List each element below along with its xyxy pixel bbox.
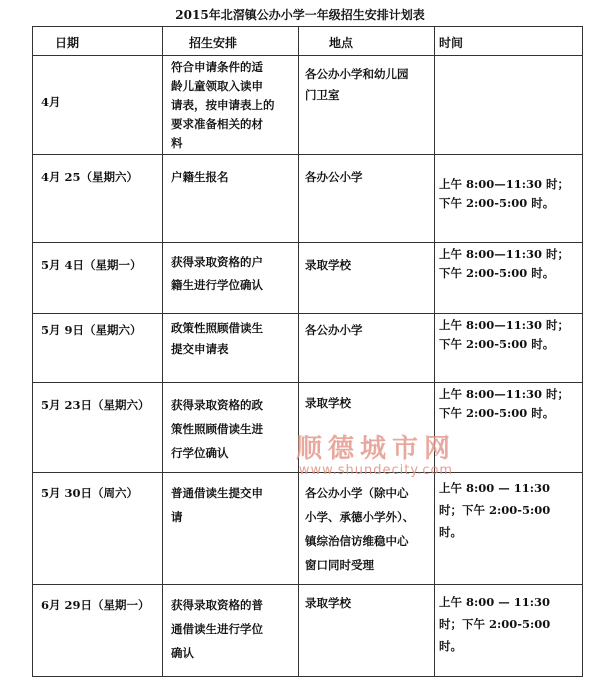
date-cell: 4月 25（星期六）	[33, 155, 163, 243]
location-cell: 录取学校	[299, 585, 435, 677]
schedule-table	[32, 26, 583, 677]
location-cell: 各办公小学	[299, 155, 435, 243]
arrangement-cell: 政策性照顾借读生 提交申请表	[163, 314, 299, 383]
table-header-row	[33, 27, 583, 56]
header-date: 日期	[33, 27, 163, 56]
location-cell: 各公办小学	[299, 314, 435, 383]
arrangement-cell: 获得录取资格的普 通借读生进行学位 确认	[163, 585, 299, 677]
table-row	[33, 585, 583, 677]
arrangement-cell: 户籍生报名	[163, 155, 299, 243]
location-cell: 录取学校	[299, 243, 435, 314]
table-row	[33, 56, 583, 155]
arrangement-cell: 普通借读生提交申 请	[163, 473, 299, 585]
table-row	[33, 314, 583, 383]
table-row	[33, 155, 583, 243]
header-time: 时间	[435, 27, 583, 56]
time-cell	[435, 56, 583, 155]
time-cell: 上午 8:00—11:30 时； 下午 2:00-5:00 时。	[435, 155, 583, 243]
date-cell: 5月 23日（星期六）	[33, 383, 163, 473]
header-arrangement: 招生安排	[163, 27, 299, 56]
date-cell: 5月 30日（周六）	[33, 473, 163, 585]
page-title: 2015年北滘镇公办小学一年级招生安排计划表	[175, 8, 425, 22]
table-row	[33, 383, 583, 473]
date-cell: 6月 29日（星期一）	[33, 585, 163, 677]
time-cell: 上午 8:00—11:30 时； 下午 2:00-5:00 时。	[435, 243, 583, 314]
location-cell: 各公办小学（除中心 小学、承德小学外）、 镇综治信访维稳中心 窗口同时受理	[299, 473, 435, 585]
header-location: 地点	[299, 27, 435, 56]
location-cell: 录取学校	[299, 383, 435, 473]
arrangement-cell: 符合申请条件的适 龄儿童领取入读申 请表，按申请表上的 要求准备相关的材 料	[163, 56, 299, 155]
time-cell: 上午 8:00—11:30 时； 下午 2:00-5:00 时。	[435, 314, 583, 383]
watermark-url: www.shundecity.com	[298, 463, 454, 478]
arrangement-cell: 获得录取资格的户 籍生进行学位确认	[163, 243, 299, 314]
arrangement-cell: 获得录取资格的政 策性照顾借读生进 行学位确认	[163, 383, 299, 473]
date-cell: 5月 9日（星期六）	[33, 314, 163, 383]
location-cell: 各公办小学和幼儿园 门卫室	[299, 56, 435, 155]
table-row	[33, 243, 583, 314]
table-row	[33, 473, 583, 585]
time-cell: 上午 8:00—11:30 时； 下午 2:00-5:00 时。	[435, 383, 583, 473]
time-cell: 上午 8:00 — 11:30 时；下午 2:00-5:00 时。	[435, 585, 583, 677]
date-cell: 4月	[33, 56, 163, 155]
watermark-name: 顺德城市网	[296, 434, 457, 464]
date-cell: 5月 4日（星期一）	[33, 243, 163, 314]
time-cell: 上午 8:00 — 11:30 时；下午 2:00-5:00 时。	[435, 473, 583, 585]
